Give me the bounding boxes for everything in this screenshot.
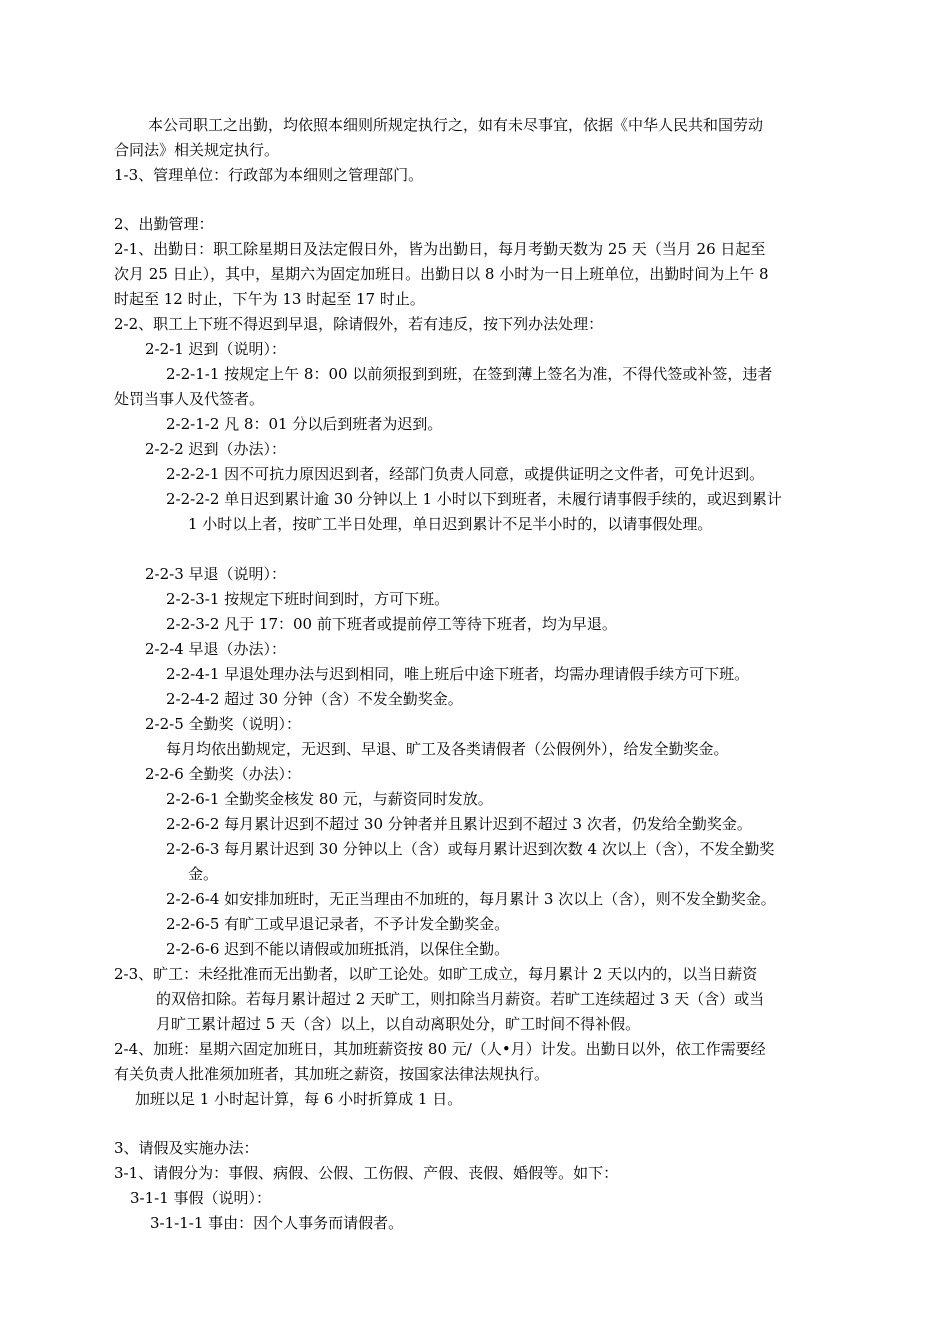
text-line: 次月 25 日止），其中，星期六为固定加班日。出勤日以 8 小时为一日上班单位，出勤时间为上午 8 [114,265,769,283]
text-line: 2-3、旷工：未经批准而无出勤者，以旷工论处。如旷工成立，每月累计 2 天以内的，以当日薪资 [114,965,758,983]
text-line: 2-2-6-5 有旷工或早退记录者，不予计发全勤奖金。 [166,915,510,933]
text-line: 加班以足 1 小时起计算，每 6 小时折算成 1 日。 [135,1090,463,1108]
text-line: 2-4、加班：星期六固定加班日，其加班薪资按 80 元/（人•月）计发。出勤日以外，依工作需要经 [114,1040,766,1058]
text-line: 金。 [188,865,219,883]
text-line: 3-1、请假分为：事假、病假、公假、工伤假、产假、丧假、婚假等。如下： [114,1164,619,1182]
text-line: 合同法》相关规定执行。 [114,141,280,159]
text-line: 2-2-3-1 按规定下班时间到时，方可下班。 [166,590,450,608]
text-line: 每月均依出勤规定，无迟到、早退、旷工及各类请假者（公假例外），给发全勤奖金。 [166,740,729,758]
text-line: 3-1-1-1 事由：因个人事务而请假者。 [150,1214,404,1232]
subheading: 2-2-1 迟到（说明）： [145,340,287,358]
subheading: 2-2-2 迟到（办法）： [145,440,287,458]
text-line: 有关负责人批准须加班者，其加班之薪资，按国家法律法规执行。 [114,1065,550,1083]
text-line: 2-2-2-2 单日迟到累计逾 30 分钟以上 1 小时以下到班者，未履行请事假手续的，或迟到累计 [166,490,782,508]
subheading: 2-2-5 全勤奖（说明）： [145,715,302,733]
text-line: 1 小时以上者，按旷工半日处理，单日迟到累计不足半小时的，以请事假处理。 [188,515,713,533]
text-line: 时起至 12 时止，下午为 13 时起至 17 时止。 [114,290,425,308]
section-heading: 2、出勤管理： [114,215,214,233]
subheading: 2-2-6 全勤奖（办法）： [145,765,302,783]
text-line: 2-2-6-2 每月累计迟到不超过 30 分钟者并且累计迟到不超过 3 次者，仍发给全勤奖金。 [166,815,752,833]
subheading: 2-2-4 早退（办法）： [145,640,287,658]
text-line: 2-2-6-6 迟到不能以请假或加班抵消，以保住全勤。 [166,940,510,958]
text-line: 月旷工累计超过 5 天（含）以上，以自动离职处分，旷工时间不得补假。 [156,1015,641,1033]
text-line: 2-2、职工上下班不得迟到早退，除请假外，若有违反，按下列办法处理： [114,315,604,333]
text-line: 2-2-1-1 按规定上午 8：00 以前须报到到班，在签到薄上签名为准，不得代签或补签，违者 [166,365,773,383]
subheading: 2-2-3 早退（说明）： [145,565,287,583]
subheading: 3-1-1 事假（说明）： [130,1189,272,1207]
text-line: 2-2-4-2 超过 30 分钟（含）不发全勤奖金。 [166,690,463,708]
text-line: 2-2-1-2 凡 8：01 分以后到班者为迟到。 [166,415,443,433]
text-line: 2-2-6-3 每月累计迟到 30 分钟以上（含）或每月累计迟到次数 4 次以上（含），不发全勤奖 [166,840,775,858]
text-line: 1-3、管理单位：行政部为本细则之管理部门。 [114,166,424,184]
text-line: 2-2-6-1 全勤奖金核发 80 元，与薪资同时发放。 [166,790,493,808]
text-line: 2-2-6-4 如安排加班时，无正当理由不加班的，每月累计 3 次以上（含），则不发全勤奖金。 [166,890,776,908]
text-line: 2-1、出勤日：职工除星期日及法定假日外，皆为出勤日，每月考勤天数为 25 天（当月 26 日起至 [114,240,766,258]
section-heading: 3、请假及实施办法： [114,1139,259,1157]
text-line: 2-2-2-1 因不可抗力原因迟到者，经部门负责人同意，或提供证明之文件者，可免计迟到。 [166,465,765,483]
text-line: 本公司职工之出勤，均依照本细则所规定执行之，如有未尽事宜，依据《中华人民共和国劳动 [148,116,764,134]
text-line: 处罚当事人及代签者。 [114,390,265,408]
text-line: 2-2-3-2 凡于 17：00 前下班者或提前停工等待下班者，均为早退。 [166,615,617,633]
text-line: 的双倍扣除。若每月累计超过 2 天旷工，则扣除当月薪资。若旷工连续超过 3 天（含）或当 [156,990,765,1008]
text-line: 2-2-4-1 早退处理办法与迟到相同，唯上班后中途下班者，均需办理请假手续方可下班。 [166,665,750,683]
